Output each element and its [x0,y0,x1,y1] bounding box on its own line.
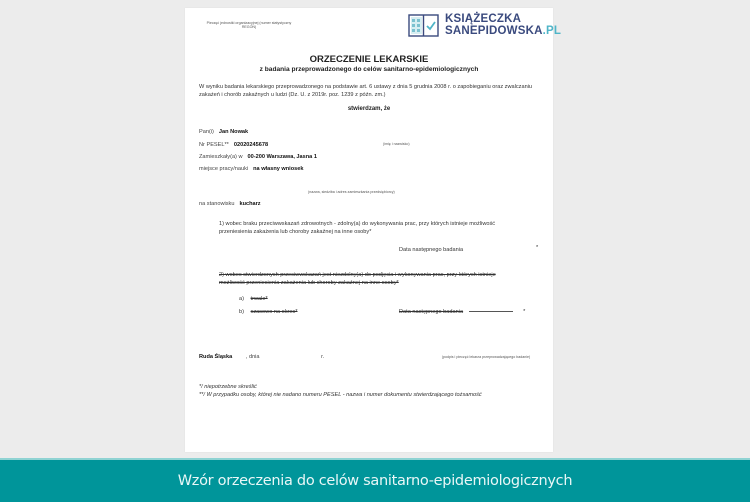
booklet-check-icon [408,14,439,37]
option2-next-exam-row [399,309,525,317]
year-suffix: r. [321,354,325,360]
name-row [199,129,248,137]
name-caption: (imię i nazwisko) [383,142,410,146]
date-line [469,311,513,312]
option2-line2: możliwość przeniesienia zakażenia lub choroby zakaźnej na inne osoby* [219,280,399,286]
option2-marker: * [523,309,526,315]
caption-banner [0,458,750,502]
footnote-2: **/ W przypadku osoby, której nie nadano numeru PESEL - nazwa i numer dokumentu stwierdzającego tożsamość [199,392,482,398]
option1-marker: * [536,245,539,251]
position-value: kucharz [239,201,261,207]
option2-line1: 2) wobec stwierdzonych przeciwwskazań jest niezdolny(a) do podjęcia i wykonywania prac, przy których istnieje [219,272,496,278]
date-label: , dnia [245,354,260,360]
position-label: na stanowisku [199,201,235,207]
city: Ruda Śląska [199,354,233,360]
position-row [199,201,261,209]
option2-b-text: czasowo na okres* [250,309,298,315]
signature-caption: (podpis i pieczęć lekarza przeprowadzającego badanie) [441,355,531,359]
address-label: Zamieszkały(a) w [199,154,243,160]
workplace-label: miejsce pracy/nauki [199,166,249,172]
intro-paragraph: W wyniku badania lekarskiego przeprowadzonego na podstawie art. 6 ustawy z dnia 5 grudnia 2008 r. o zapobieganiu oraz zwalczaniu zakażeń i chorób zakaźnych u ludzi (Dz. U. z 2019r. poz. 1239 z późn. zm.) [199,84,533,98]
logo-suffix: .PL [542,25,562,37]
option2-a-row [239,296,268,304]
option2-a-text: trwale* [250,296,268,302]
document-title: ORZECZENIE LEKARSKIE [309,54,429,65]
option2-a-label: a) [239,296,244,302]
name-label: Pan(i) [199,129,214,135]
address-row [199,154,317,162]
address-value: 00-200 Warszawa, Jasna 1 [247,154,317,160]
document-page [185,8,562,452]
pesel-label: Nr PESEL** [199,142,229,148]
statement: stwierdzam, że [347,106,391,112]
pesel-value: 02020245678 [233,142,269,148]
option2-b-label: b) [239,309,244,315]
logo-line1: KSIĄŻECZKA [445,13,522,25]
document-subtitle: z badania przeprowadzonego do celów sanitarno-epidemiologicznych [259,66,479,73]
option2-next-exam-label: Data następnego badania [399,309,464,315]
option1-line2: przeniesienia zakażenia lub choroby zakaźnej na inne osoby* [219,229,372,235]
option1-next-exam-label: Data następnego badania [399,247,464,253]
workplace-caption: (nazwa, siedziba i adres zamieszkania przedsiębiorcy) [308,190,395,194]
option1-line1: 1) wobec braku przeciwwskazań zdrowotnych - zdolny(a) do wykonywania prac, przy których istnieje możliwość [219,221,496,227]
caption-text: Wzór orzeczenia do celów sanitarno-epidemiologicznych [177,473,573,489]
logo [408,12,561,38]
stamp-note: Pieczęć jednostki organizacyjnej (numer statystyczny REGON) [206,21,292,30]
signature-row [199,354,324,362]
logo-text [445,13,561,37]
pesel-row [199,142,268,150]
footnote-1: */ niepotrzebne skreślić [199,384,257,390]
workplace-row [199,166,304,174]
workplace-value: na własny wniosek [253,166,304,172]
option2-b-row [239,309,298,317]
logo-line2 [445,25,561,37]
name-value: Jan Nowak [218,129,249,135]
logo-line2-main: SANEPIDOWSKA [445,25,543,37]
